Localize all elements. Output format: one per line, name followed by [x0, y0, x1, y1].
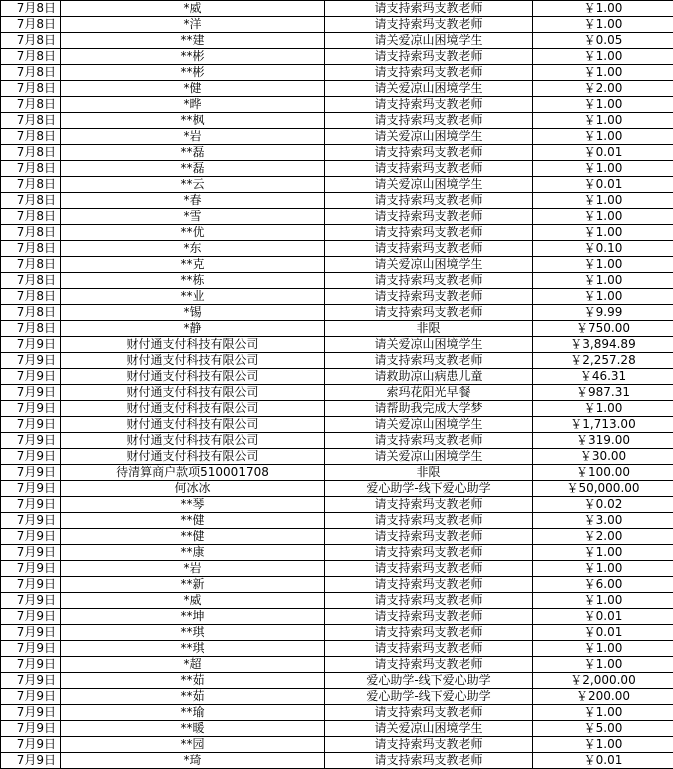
- purpose-cell: 请支持索玛支教老师: [325, 593, 533, 609]
- purpose-cell: 请支持索玛支教老师: [325, 353, 533, 369]
- purpose-cell: 爱心助学-线下爱心助学: [325, 689, 533, 705]
- table-row: [1, 145, 673, 161]
- donor-name-cell: **琪: [61, 625, 325, 641]
- donor-name-cell: *健: [61, 81, 325, 97]
- amount-cell: ￥3.00: [533, 513, 673, 529]
- donor-name-cell: *超: [61, 657, 325, 673]
- donor-name-cell: **磊: [61, 161, 325, 177]
- amount-cell: ￥200.00: [533, 689, 673, 705]
- amount-cell: ￥1.00: [533, 49, 673, 65]
- donor-name-cell: **坤: [61, 609, 325, 625]
- purpose-cell: 请支持索玛支教老师: [325, 65, 533, 81]
- amount-cell: ￥3,894.89: [533, 337, 673, 353]
- table-row: [1, 625, 673, 641]
- donor-name-cell: 财付通支付科技有限公司: [61, 449, 325, 465]
- purpose-cell: 请支持索玛支教老师: [325, 545, 533, 561]
- amount-cell: ￥0.10: [533, 241, 673, 257]
- purpose-cell: 请关爱凉山困境学生: [325, 177, 533, 193]
- purpose-cell: 请支持索玛支教老师: [325, 305, 533, 321]
- donor-name-cell: **枫: [61, 113, 325, 129]
- donor-name-cell: 何冰冰: [61, 481, 325, 497]
- donor-name-cell: *洋: [61, 17, 325, 33]
- amount-cell: ￥1.00: [533, 257, 673, 273]
- table-row: [1, 513, 673, 529]
- table-row: [1, 209, 673, 225]
- donor-name-cell: 财付通支付科技有限公司: [61, 353, 325, 369]
- purpose-cell: 请关爱凉山困境学生: [325, 721, 533, 737]
- purpose-cell: 请关爱凉山困境学生: [325, 337, 533, 353]
- amount-cell: ￥1,713.00: [533, 417, 673, 433]
- purpose-cell: 请支持索玛支教老师: [325, 209, 533, 225]
- purpose-cell: 请关爱凉山困境学生: [325, 129, 533, 145]
- date-cell: 7月8日: [1, 241, 61, 257]
- date-cell: 7月9日: [1, 737, 61, 753]
- date-cell: 7月9日: [1, 609, 61, 625]
- date-cell: 7月8日: [1, 113, 61, 129]
- date-cell: 7月9日: [1, 561, 61, 577]
- date-cell: 7月9日: [1, 625, 61, 641]
- donor-name-cell: **茹: [61, 673, 325, 689]
- donor-name-cell: 财付通支付科技有限公司: [61, 337, 325, 353]
- table-row: [1, 353, 673, 369]
- table-row: [1, 609, 673, 625]
- date-cell: 7月9日: [1, 385, 61, 401]
- date-cell: 7月8日: [1, 305, 61, 321]
- date-cell: 7月9日: [1, 641, 61, 657]
- table-row: [1, 657, 673, 673]
- amount-cell: ￥1.00: [533, 705, 673, 721]
- amount-cell: ￥2.00: [533, 529, 673, 545]
- purpose-cell: 请关爱凉山困境学生: [325, 257, 533, 273]
- amount-cell: ￥1.00: [533, 193, 673, 209]
- amount-cell: ￥0.01: [533, 625, 673, 641]
- table-row: [1, 305, 673, 321]
- date-cell: 7月8日: [1, 1, 61, 17]
- date-cell: 7月8日: [1, 321, 61, 337]
- purpose-cell: 请支持索玛支教老师: [325, 49, 533, 65]
- purpose-cell: 爱心助学-线下爱心助学: [325, 481, 533, 497]
- table-row: [1, 673, 673, 689]
- purpose-cell: 请支持索玛支教老师: [325, 1, 533, 17]
- table-row: [1, 1, 673, 17]
- donor-name-cell: **暖: [61, 721, 325, 737]
- purpose-cell: 请支持索玛支教老师: [325, 113, 533, 129]
- date-cell: 7月9日: [1, 545, 61, 561]
- amount-cell: ￥1.00: [533, 1, 673, 17]
- purpose-cell: 请支持索玛支教老师: [325, 161, 533, 177]
- date-cell: 7月9日: [1, 417, 61, 433]
- date-cell: 7月9日: [1, 513, 61, 529]
- donor-name-cell: **业: [61, 289, 325, 305]
- purpose-cell: 请支持索玛支教老师: [325, 657, 533, 673]
- table-row: [1, 641, 673, 657]
- table-row: [1, 705, 673, 721]
- date-cell: 7月9日: [1, 433, 61, 449]
- table-row: [1, 65, 673, 81]
- donor-name-cell: **磊: [61, 145, 325, 161]
- date-cell: 7月8日: [1, 209, 61, 225]
- date-cell: 7月9日: [1, 689, 61, 705]
- table-row: [1, 161, 673, 177]
- table-row: [1, 401, 673, 417]
- donor-name-cell: 待清算商户款项510001708: [61, 465, 325, 481]
- donor-name-cell: **优: [61, 225, 325, 241]
- donor-name-cell: *岩: [61, 561, 325, 577]
- purpose-cell: 请支持索玛支教老师: [325, 497, 533, 513]
- purpose-cell: 请支持索玛支教老师: [325, 193, 533, 209]
- donor-name-cell: *威: [61, 1, 325, 17]
- donor-name-cell: *琦: [61, 753, 325, 769]
- purpose-cell: 请支持索玛支教老师: [325, 17, 533, 33]
- date-cell: 7月8日: [1, 161, 61, 177]
- amount-cell: ￥1.00: [533, 161, 673, 177]
- amount-cell: ￥2.00: [533, 81, 673, 97]
- donor-name-cell: **健: [61, 529, 325, 545]
- purpose-cell: 请帮助我完成大学梦: [325, 401, 533, 417]
- amount-cell: ￥1.00: [533, 97, 673, 113]
- donor-name-cell: 财付通支付科技有限公司: [61, 369, 325, 385]
- donor-name-cell: *锡: [61, 305, 325, 321]
- date-cell: 7月8日: [1, 129, 61, 145]
- table-row: [1, 289, 673, 305]
- purpose-cell: 请支持索玛支教老师: [325, 737, 533, 753]
- amount-cell: ￥319.00: [533, 433, 673, 449]
- purpose-cell: 请救助凉山病患儿童: [325, 369, 533, 385]
- date-cell: 7月9日: [1, 753, 61, 769]
- purpose-cell: 请支持索玛支教老师: [325, 225, 533, 241]
- amount-cell: ￥1.00: [533, 289, 673, 305]
- date-cell: 7月8日: [1, 273, 61, 289]
- table-row: [1, 177, 673, 193]
- purpose-cell: 非限: [325, 321, 533, 337]
- donor-name-cell: *岩: [61, 129, 325, 145]
- table-row: [1, 321, 673, 337]
- table-row: [1, 49, 673, 65]
- table-row: [1, 497, 673, 513]
- table-row: [1, 593, 673, 609]
- purpose-cell: 请支持索玛支教老师: [325, 97, 533, 113]
- date-cell: 7月9日: [1, 337, 61, 353]
- donor-name-cell: **园: [61, 737, 325, 753]
- table-row: [1, 81, 673, 97]
- donor-name-cell: **栋: [61, 273, 325, 289]
- table-row: [1, 129, 673, 145]
- date-cell: 7月9日: [1, 369, 61, 385]
- date-cell: 7月8日: [1, 49, 61, 65]
- date-cell: 7月9日: [1, 449, 61, 465]
- amount-cell: ￥0.02: [533, 497, 673, 513]
- amount-cell: ￥2,257.28: [533, 353, 673, 369]
- donor-name-cell: **康: [61, 545, 325, 561]
- amount-cell: ￥1.00: [533, 561, 673, 577]
- amount-cell: ￥1.00: [533, 545, 673, 561]
- donor-name-cell: *晔: [61, 97, 325, 113]
- table-row: [1, 257, 673, 273]
- amount-cell: ￥0.01: [533, 753, 673, 769]
- table-row: [1, 337, 673, 353]
- date-cell: 7月9日: [1, 657, 61, 673]
- date-cell: 7月8日: [1, 225, 61, 241]
- purpose-cell: 请支持索玛支教老师: [325, 289, 533, 305]
- amount-cell: ￥2,000.00: [533, 673, 673, 689]
- purpose-cell: 请支持索玛支教老师: [325, 513, 533, 529]
- purpose-cell: 请支持索玛支教老师: [325, 625, 533, 641]
- donor-name-cell: *雪: [61, 209, 325, 225]
- table-row: [1, 33, 673, 49]
- donor-name-cell: **茹: [61, 689, 325, 705]
- table-row: [1, 481, 673, 497]
- purpose-cell: 请支持索玛支教老师: [325, 753, 533, 769]
- purpose-cell: 非限: [325, 465, 533, 481]
- donor-name-cell: **云: [61, 177, 325, 193]
- amount-cell: ￥1.00: [533, 737, 673, 753]
- donor-name-cell: **瑜: [61, 705, 325, 721]
- date-cell: 7月9日: [1, 577, 61, 593]
- date-cell: 7月9日: [1, 401, 61, 417]
- amount-cell: ￥750.00: [533, 321, 673, 337]
- purpose-cell: 请支持索玛支教老师: [325, 433, 533, 449]
- date-cell: 7月9日: [1, 593, 61, 609]
- date-cell: 7月9日: [1, 353, 61, 369]
- donor-name-cell: *东: [61, 241, 325, 257]
- table-row: [1, 193, 673, 209]
- donor-name-cell: 财付通支付科技有限公司: [61, 417, 325, 433]
- date-cell: 7月8日: [1, 81, 61, 97]
- date-cell: 7月8日: [1, 145, 61, 161]
- donor-name-cell: 财付通支付科技有限公司: [61, 385, 325, 401]
- purpose-cell: 请关爱凉山困境学生: [325, 33, 533, 49]
- purpose-cell: 请支持索玛支教老师: [325, 609, 533, 625]
- table-row: [1, 369, 673, 385]
- amount-cell: ￥1.00: [533, 17, 673, 33]
- amount-cell: ￥6.00: [533, 577, 673, 593]
- amount-cell: ￥987.31: [533, 385, 673, 401]
- amount-cell: ￥1.00: [533, 65, 673, 81]
- table-row: [1, 113, 673, 129]
- amount-cell: ￥50,000.00: [533, 481, 673, 497]
- donor-name-cell: **新: [61, 577, 325, 593]
- date-cell: 7月9日: [1, 721, 61, 737]
- date-cell: 7月9日: [1, 497, 61, 513]
- date-cell: 7月8日: [1, 289, 61, 305]
- amount-cell: ￥30.00: [533, 449, 673, 465]
- donor-name-cell: **克: [61, 257, 325, 273]
- donor-name-cell: *威: [61, 593, 325, 609]
- table-row: [1, 737, 673, 753]
- table-row: [1, 225, 673, 241]
- purpose-cell: 爱心助学-线下爱心助学: [325, 673, 533, 689]
- purpose-cell: 请关爱凉山困境学生: [325, 449, 533, 465]
- table-row: [1, 17, 673, 33]
- purpose-cell: 索玛花阳光早餐: [325, 385, 533, 401]
- table-row: [1, 273, 673, 289]
- date-cell: 7月8日: [1, 17, 61, 33]
- amount-cell: ￥1.00: [533, 129, 673, 145]
- amount-cell: ￥0.01: [533, 177, 673, 193]
- amount-cell: ￥1.00: [533, 593, 673, 609]
- date-cell: 7月9日: [1, 481, 61, 497]
- donation-table-body: [1, 1, 673, 769]
- amount-cell: ￥9.99: [533, 305, 673, 321]
- donor-name-cell: 财付通支付科技有限公司: [61, 401, 325, 417]
- table-row: [1, 721, 673, 737]
- date-cell: 7月8日: [1, 257, 61, 273]
- date-cell: 7月8日: [1, 193, 61, 209]
- donor-name-cell: **建: [61, 33, 325, 49]
- table-row: [1, 385, 673, 401]
- donor-name-cell: 财付通支付科技有限公司: [61, 433, 325, 449]
- donor-name-cell: **彬: [61, 65, 325, 81]
- purpose-cell: 请支持索玛支教老师: [325, 145, 533, 161]
- date-cell: 7月9日: [1, 673, 61, 689]
- table-row: [1, 241, 673, 257]
- amount-cell: ￥1.00: [533, 209, 673, 225]
- table-row: [1, 561, 673, 577]
- donor-name-cell: *静: [61, 321, 325, 337]
- amount-cell: ￥1.00: [533, 273, 673, 289]
- table-row: [1, 449, 673, 465]
- donor-name-cell: **琴: [61, 497, 325, 513]
- purpose-cell: 请支持索玛支教老师: [325, 577, 533, 593]
- date-cell: 7月8日: [1, 65, 61, 81]
- date-cell: 7月9日: [1, 529, 61, 545]
- date-cell: 7月8日: [1, 33, 61, 49]
- table-row: [1, 417, 673, 433]
- amount-cell: ￥0.05: [533, 33, 673, 49]
- amount-cell: ￥0.01: [533, 609, 673, 625]
- purpose-cell: 请支持索玛支教老师: [325, 529, 533, 545]
- table-row: [1, 689, 673, 705]
- table-row: [1, 577, 673, 593]
- table-row: [1, 529, 673, 545]
- purpose-cell: 请支持索玛支教老师: [325, 561, 533, 577]
- donor-name-cell: *春: [61, 193, 325, 209]
- date-cell: 7月9日: [1, 465, 61, 481]
- amount-cell: ￥100.00: [533, 465, 673, 481]
- table-row: [1, 465, 673, 481]
- donor-name-cell: **琪: [61, 641, 325, 657]
- table-row: [1, 753, 673, 769]
- amount-cell: ￥5.00: [533, 721, 673, 737]
- purpose-cell: 请支持索玛支教老师: [325, 273, 533, 289]
- table-row: [1, 97, 673, 113]
- table-row: [1, 545, 673, 561]
- date-cell: 7月9日: [1, 705, 61, 721]
- purpose-cell: 请关爱凉山困境学生: [325, 81, 533, 97]
- donor-name-cell: **彬: [61, 49, 325, 65]
- donor-name-cell: **健: [61, 513, 325, 529]
- purpose-cell: 请支持索玛支教老师: [325, 641, 533, 657]
- amount-cell: ￥1.00: [533, 113, 673, 129]
- date-cell: 7月8日: [1, 177, 61, 193]
- amount-cell: ￥46.31: [533, 369, 673, 385]
- purpose-cell: 请关爱凉山困境学生: [325, 417, 533, 433]
- purpose-cell: 请支持索玛支教老师: [325, 241, 533, 257]
- amount-cell: ￥0.01: [533, 145, 673, 161]
- date-cell: 7月8日: [1, 97, 61, 113]
- amount-cell: ￥1.00: [533, 641, 673, 657]
- amount-cell: ￥1.00: [533, 657, 673, 673]
- table-row: [1, 433, 673, 449]
- purpose-cell: 请支持索玛支教老师: [325, 705, 533, 721]
- amount-cell: ￥1.00: [533, 225, 673, 241]
- amount-cell: ￥1.00: [533, 401, 673, 417]
